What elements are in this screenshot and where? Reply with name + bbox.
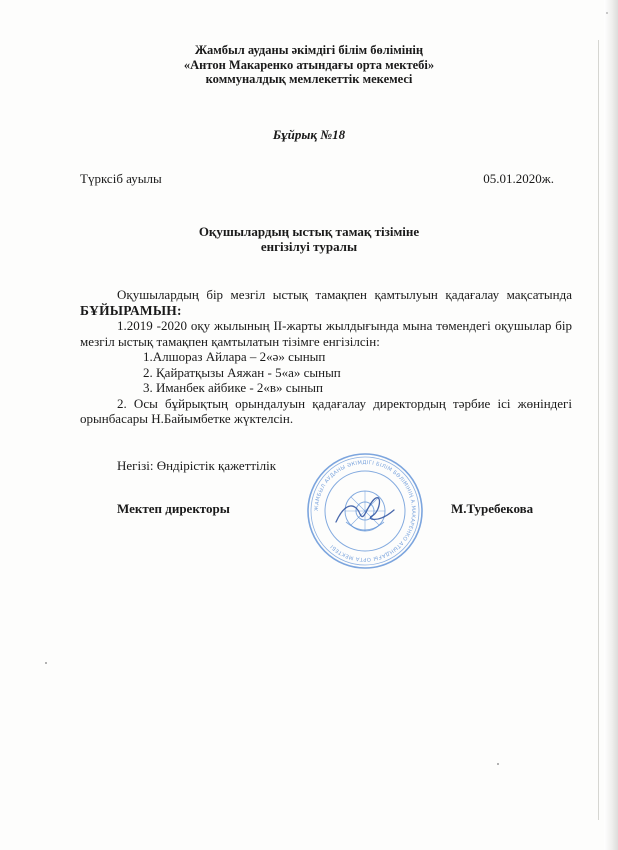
scan-edge-shadow <box>604 0 618 850</box>
student-item: 1.Алшораз Айлара – 2«ә» сынып <box>143 349 326 364</box>
scan-speck <box>606 12 608 14</box>
official-stamp <box>306 452 424 570</box>
item-2-paragraph: 2. Осы бұйрықтың орындалуын қадағалау директордың тәрбие ісі жөніндегі орынбасары Н.Байымбетке жүктелсін. <box>80 395 572 426</box>
order-place: Түрксіб ауылы <box>80 171 162 186</box>
item-1-paragraph: 1.2019 -2020 оқу жылының ІІ-жарты жылдығында мына төмендегі оқушылар бір мезгіл ыстық тамақпен қамтылатын тізімге енгізілсін: <box>80 318 572 349</box>
order-body <box>80 287 572 427</box>
institution-header <box>60 43 558 87</box>
order-title: Бұйрық №18 <box>272 127 346 142</box>
signatory-name: М.Туребекова <box>451 501 534 516</box>
stamp-ring-text: ЖАМБЫЛ АУДАНЫ ӘКІМДІГІ БІЛІМ БӨЛІМІНІҢ А.МАКАРЕНКО АТЫНДАҒЫ ОРТА МЕКТЕБІ <box>313 459 417 563</box>
scan-speck <box>45 662 47 664</box>
scan-fold-line <box>598 40 599 820</box>
header-line-2: «Антон Макаренко атындағы орта мектебі» <box>183 57 435 72</box>
order-date: 05.01.2020ж. <box>483 171 554 186</box>
student-item: 3. Иманбек айбике - 2«в» сынып <box>143 380 323 395</box>
subject-line-1: Оқушылардың ыстық тамақ тізіміне <box>198 224 420 239</box>
stamp-emblem <box>345 491 385 531</box>
subject-line-2: енгізілуі туралы <box>260 239 358 254</box>
header-line-3: коммуналдық мемлекеттік мекемесі <box>205 72 413 86</box>
intro-paragraph <box>80 287 572 318</box>
signatory-role: Мектеп директоры <box>117 501 230 516</box>
scan-speck <box>497 763 499 765</box>
header-line-1: Жамбыл ауданы әкімдігі білім бөлімінің <box>194 43 424 57</box>
order-subject <box>60 224 558 254</box>
order-basis: Негізі: Өндірістік қажеттілік <box>117 458 277 473</box>
intro-text: Оқушылардың бір мезгіл ыстық тамақпен қамтылуын қадағалау мақсатында <box>117 287 572 302</box>
decree-word: БҰЙЫРАМЫН: <box>80 302 182 318</box>
student-item: 2. Қайратқызы Аяжан - 5«а» сынып <box>143 364 341 380</box>
